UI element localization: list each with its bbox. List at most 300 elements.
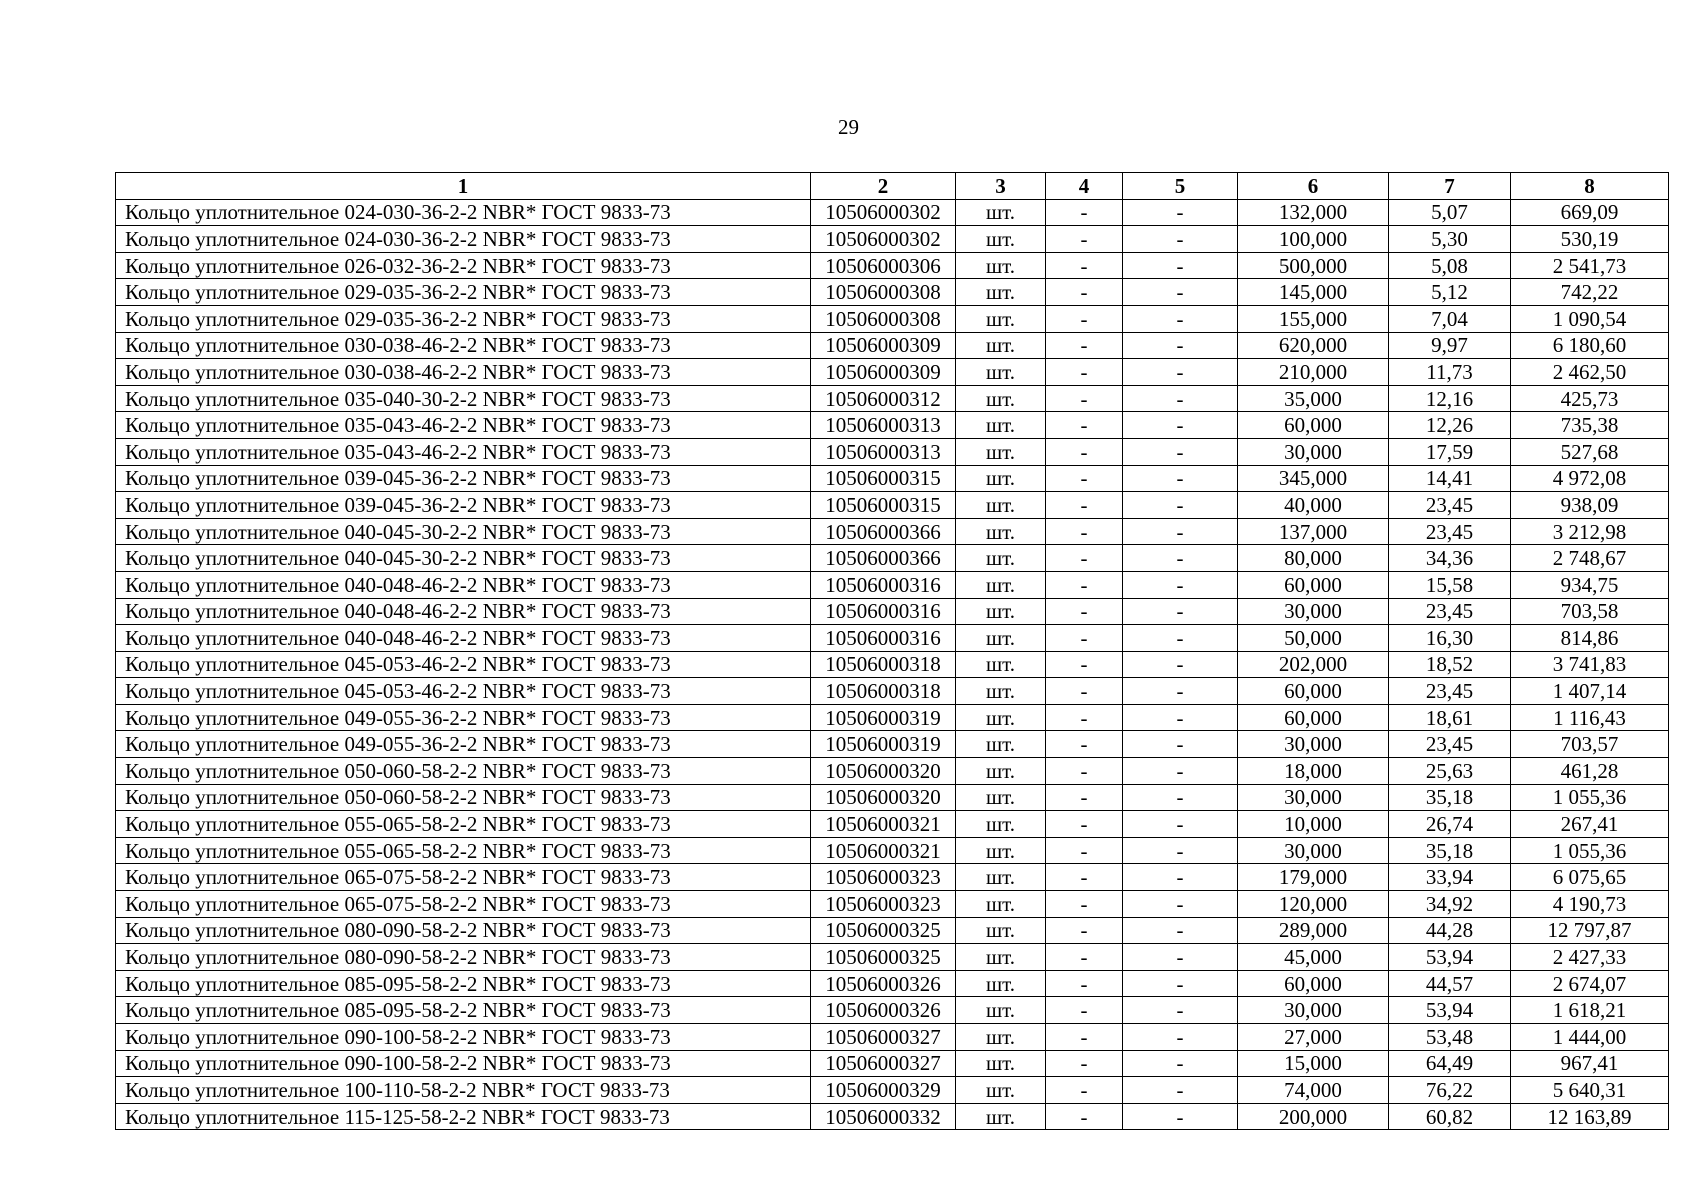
table-row [116,970,1669,997]
quantity-cell: 30,000 [1238,784,1389,811]
table-row [116,359,1669,386]
amount-cell: 527,68 [1511,438,1669,465]
quantity-cell: 60,000 [1238,970,1389,997]
item-code-cell: 10506000320 [811,758,956,785]
col5-cell: - [1123,944,1238,971]
price-cell: 16,30 [1389,625,1511,652]
price-cell: 12,16 [1389,385,1511,412]
quantity-cell: 74,000 [1238,1077,1389,1104]
col4-cell: - [1046,1050,1123,1077]
col4-cell: - [1046,492,1123,519]
price-cell: 23,45 [1389,518,1511,545]
unit-cell: шт. [956,997,1046,1024]
item-name-cell: Кольцо уплотнительное 050-060-58-2-2 NBR* ГОСТ 9833-73 [116,758,811,785]
unit-cell: шт. [956,651,1046,678]
column-header: 4 [1046,173,1123,200]
item-code-cell: 10506000306 [811,252,956,279]
amount-cell: 1 618,21 [1511,997,1669,1024]
price-cell: 64,49 [1389,1050,1511,1077]
amount-cell: 1 444,00 [1511,1024,1669,1051]
amount-cell: 4 972,08 [1511,465,1669,492]
quantity-cell: 289,000 [1238,917,1389,944]
col5-cell: - [1123,837,1238,864]
col5-cell: - [1123,332,1238,359]
item-code-cell: 10506000312 [811,385,956,412]
col5-cell: - [1123,571,1238,598]
col5-cell: - [1123,811,1238,838]
item-code-cell: 10506000323 [811,864,956,891]
table-row [116,545,1669,572]
item-name-cell: Кольцо уплотнительное 050-060-58-2-2 NBR* ГОСТ 9833-73 [116,784,811,811]
col4-cell: - [1046,518,1123,545]
quantity-cell: 27,000 [1238,1024,1389,1051]
quantity-cell: 60,000 [1238,704,1389,731]
item-code-cell: 10506000321 [811,811,956,838]
quantity-cell: 145,000 [1238,279,1389,306]
price-cell: 23,45 [1389,492,1511,519]
quantity-cell: 200,000 [1238,1103,1389,1130]
item-name-cell: Кольцо уплотнительное 024-030-36-2-2 NBR* ГОСТ 9833-73 [116,199,811,226]
table-row [116,625,1669,652]
spec-table [115,172,1669,1130]
item-name-cell: Кольцо уплотнительное 035-043-46-2-2 NBR* ГОСТ 9833-73 [116,412,811,439]
item-name-cell: Кольцо уплотнительное 045-053-46-2-2 NBR* ГОСТ 9833-73 [116,678,811,705]
item-code-cell: 10506000319 [811,704,956,731]
item-name-cell: Кольцо уплотнительное 065-075-58-2-2 NBR* ГОСТ 9833-73 [116,891,811,918]
item-name-cell: Кольцо уплотнительное 026-032-36-2-2 NBR* ГОСТ 9833-73 [116,252,811,279]
unit-cell: шт. [956,545,1046,572]
item-name-cell: Кольцо уплотнительное 035-040-30-2-2 NBR* ГОСТ 9833-73 [116,385,811,412]
price-cell: 12,26 [1389,412,1511,439]
item-code-cell: 10506000315 [811,492,956,519]
quantity-cell: 345,000 [1238,465,1389,492]
amount-cell: 12 163,89 [1511,1103,1669,1130]
price-cell: 34,92 [1389,891,1511,918]
quantity-cell: 15,000 [1238,1050,1389,1077]
col4-cell: - [1046,970,1123,997]
col4-cell: - [1046,731,1123,758]
col4-cell: - [1046,438,1123,465]
table-row [116,412,1669,439]
price-cell: 18,52 [1389,651,1511,678]
amount-cell: 1 055,36 [1511,784,1669,811]
page-number: 29 [838,115,859,139]
quantity-cell: 210,000 [1238,359,1389,386]
table-row [116,837,1669,864]
item-name-cell: Кольцо уплотнительное 085-095-58-2-2 NBR* ГОСТ 9833-73 [116,970,811,997]
unit-cell: шт. [956,758,1046,785]
amount-cell: 2 427,33 [1511,944,1669,971]
quantity-cell: 620,000 [1238,332,1389,359]
amount-cell: 967,41 [1511,1050,1669,1077]
item-code-cell: 10506000323 [811,891,956,918]
col5-cell: - [1123,199,1238,226]
col4-cell: - [1046,864,1123,891]
item-code-cell: 10506000326 [811,997,956,1024]
col5-cell: - [1123,625,1238,652]
price-cell: 44,28 [1389,917,1511,944]
unit-cell: шт. [956,252,1046,279]
quantity-cell: 155,000 [1238,305,1389,332]
amount-cell: 1 055,36 [1511,837,1669,864]
col5-cell: - [1123,545,1238,572]
amount-cell: 2 674,07 [1511,970,1669,997]
item-code-cell: 10506000315 [811,465,956,492]
col5-cell: - [1123,359,1238,386]
table-row [116,944,1669,971]
item-code-cell: 10506000366 [811,518,956,545]
item-name-cell: Кольцо уплотнительное 030-038-46-2-2 NBR* ГОСТ 9833-73 [116,359,811,386]
column-header: 2 [811,173,956,200]
table-row [116,891,1669,918]
price-cell: 14,41 [1389,465,1511,492]
col4-cell: - [1046,1103,1123,1130]
unit-cell: шт. [956,704,1046,731]
quantity-cell: 10,000 [1238,811,1389,838]
item-code-cell: 10506000309 [811,359,956,386]
item-name-cell: Кольцо уплотнительное 090-100-58-2-2 NBR* ГОСТ 9833-73 [116,1024,811,1051]
col4-cell: - [1046,226,1123,253]
col5-cell: - [1123,438,1238,465]
col5-cell: - [1123,704,1238,731]
col5-cell: - [1123,784,1238,811]
item-name-cell: Кольцо уплотнительное 035-043-46-2-2 NBR* ГОСТ 9833-73 [116,438,811,465]
price-cell: 5,30 [1389,226,1511,253]
quantity-cell: 60,000 [1238,571,1389,598]
col5-cell: - [1123,412,1238,439]
item-code-cell: 10506000332 [811,1103,956,1130]
price-cell: 18,61 [1389,704,1511,731]
table-row [116,226,1669,253]
table-row [116,811,1669,838]
item-code-cell: 10506000326 [811,970,956,997]
item-code-cell: 10506000325 [811,944,956,971]
amount-cell: 1 116,43 [1511,704,1669,731]
table-row [116,279,1669,306]
quantity-cell: 120,000 [1238,891,1389,918]
quantity-cell: 60,000 [1238,412,1389,439]
unit-cell: шт. [956,944,1046,971]
col4-cell: - [1046,252,1123,279]
col4-cell: - [1046,625,1123,652]
item-code-cell: 10506000308 [811,305,956,332]
item-name-cell: Кольцо уплотнительное 029-035-36-2-2 NBR* ГОСТ 9833-73 [116,279,811,306]
column-header: 5 [1123,173,1238,200]
quantity-cell: 18,000 [1238,758,1389,785]
item-name-cell: Кольцо уплотнительное 080-090-58-2-2 NBR* ГОСТ 9833-73 [116,944,811,971]
amount-cell: 669,09 [1511,199,1669,226]
unit-cell: шт. [956,917,1046,944]
unit-cell: шт. [956,864,1046,891]
item-code-cell: 10506000302 [811,199,956,226]
col5-cell: - [1123,1024,1238,1051]
price-cell: 11,73 [1389,359,1511,386]
unit-cell: шт. [956,1050,1046,1077]
table-row [116,1077,1669,1104]
price-cell: 7,04 [1389,305,1511,332]
item-code-cell: 10506000308 [811,279,956,306]
col5-cell: - [1123,651,1238,678]
price-cell: 15,58 [1389,571,1511,598]
price-cell: 23,45 [1389,598,1511,625]
col4-cell: - [1046,279,1123,306]
table-row [116,438,1669,465]
amount-cell: 425,73 [1511,385,1669,412]
item-code-cell: 10506000329 [811,1077,956,1104]
price-cell: 53,94 [1389,997,1511,1024]
price-cell: 53,94 [1389,944,1511,971]
unit-cell: шт. [956,970,1046,997]
col5-cell: - [1123,492,1238,519]
unit-cell: шт. [956,465,1046,492]
item-code-cell: 10506000313 [811,412,956,439]
price-cell: 35,18 [1389,837,1511,864]
table-row [116,731,1669,758]
table-row [116,465,1669,492]
table-body [116,199,1669,1130]
unit-cell: шт. [956,784,1046,811]
item-code-cell: 10506000309 [811,332,956,359]
item-name-cell: Кольцо уплотнительное 049-055-36-2-2 NBR* ГОСТ 9833-73 [116,731,811,758]
item-name-cell: Кольцо уплотнительное 090-100-58-2-2 NBR* ГОСТ 9833-73 [116,1050,811,1077]
item-code-cell: 10506000320 [811,784,956,811]
item-name-cell: Кольцо уплотнительное 040-048-46-2-2 NBR* ГОСТ 9833-73 [116,625,811,652]
unit-cell: шт. [956,385,1046,412]
col5-cell: - [1123,279,1238,306]
table-row [116,518,1669,545]
amount-cell: 461,28 [1511,758,1669,785]
price-cell: 5,08 [1389,252,1511,279]
col4-cell: - [1046,1024,1123,1051]
col4-cell: - [1046,891,1123,918]
col4-cell: - [1046,305,1123,332]
price-cell: 25,63 [1389,758,1511,785]
amount-cell: 530,19 [1511,226,1669,253]
quantity-cell: 45,000 [1238,944,1389,971]
quantity-cell: 80,000 [1238,545,1389,572]
unit-cell: шт. [956,332,1046,359]
price-cell: 35,18 [1389,784,1511,811]
item-name-cell: Кольцо уплотнительное 065-075-58-2-2 NBR* ГОСТ 9833-73 [116,864,811,891]
amount-cell: 938,09 [1511,492,1669,519]
quantity-cell: 30,000 [1238,731,1389,758]
item-code-cell: 10506000327 [811,1024,956,1051]
unit-cell: шт. [956,1103,1046,1130]
amount-cell: 735,38 [1511,412,1669,439]
item-name-cell: Кольцо уплотнительное 045-053-46-2-2 NBR* ГОСТ 9833-73 [116,651,811,678]
table-row [116,1050,1669,1077]
quantity-cell: 500,000 [1238,252,1389,279]
item-name-cell: Кольцо уплотнительное 024-030-36-2-2 NBR* ГОСТ 9833-73 [116,226,811,253]
table-row [116,598,1669,625]
unit-cell: шт. [956,837,1046,864]
col5-cell: - [1123,1103,1238,1130]
col5-cell: - [1123,678,1238,705]
table-row [116,678,1669,705]
col5-cell: - [1123,917,1238,944]
price-cell: 26,74 [1389,811,1511,838]
quantity-cell: 132,000 [1238,199,1389,226]
column-header: 7 [1389,173,1511,200]
quantity-cell: 30,000 [1238,997,1389,1024]
col5-cell: - [1123,970,1238,997]
price-cell: 44,57 [1389,970,1511,997]
col4-cell: - [1046,1077,1123,1104]
col4-cell: - [1046,997,1123,1024]
unit-cell: шт. [956,305,1046,332]
table-row [116,917,1669,944]
unit-cell: шт. [956,1024,1046,1051]
price-cell: 5,07 [1389,199,1511,226]
price-cell: 23,45 [1389,678,1511,705]
item-code-cell: 10506000325 [811,917,956,944]
col4-cell: - [1046,598,1123,625]
col5-cell: - [1123,252,1238,279]
amount-cell: 3 741,83 [1511,651,1669,678]
table-row [116,492,1669,519]
amount-cell: 4 190,73 [1511,891,1669,918]
unit-cell: шт. [956,598,1046,625]
amount-cell: 3 212,98 [1511,518,1669,545]
quantity-cell: 50,000 [1238,625,1389,652]
amount-cell: 2 748,67 [1511,545,1669,572]
price-cell: 23,45 [1389,731,1511,758]
unit-cell: шт. [956,226,1046,253]
unit-cell: шт. [956,571,1046,598]
item-code-cell: 10506000327 [811,1050,956,1077]
col5-cell: - [1123,891,1238,918]
table-row [116,864,1669,891]
table-row [116,252,1669,279]
table-row [116,305,1669,332]
col4-cell: - [1046,837,1123,864]
item-code-cell: 10506000366 [811,545,956,572]
table-row [116,758,1669,785]
item-name-cell: Кольцо уплотнительное 115-125-58-2-2 NBR* ГОСТ 9833-73 [116,1103,811,1130]
table-row [116,1103,1669,1130]
amount-cell: 6 075,65 [1511,864,1669,891]
col5-cell: - [1123,598,1238,625]
col4-cell: - [1046,332,1123,359]
amount-cell: 703,58 [1511,598,1669,625]
col5-cell: - [1123,1050,1238,1077]
col4-cell: - [1046,359,1123,386]
amount-cell: 1 407,14 [1511,678,1669,705]
table-header-row [116,173,1669,200]
item-code-cell: 10506000318 [811,678,956,705]
item-code-cell: 10506000316 [811,625,956,652]
quantity-cell: 30,000 [1238,438,1389,465]
amount-cell: 934,75 [1511,571,1669,598]
table-row [116,704,1669,731]
unit-cell: шт. [956,518,1046,545]
unit-cell: шт. [956,279,1046,306]
quantity-cell: 202,000 [1238,651,1389,678]
amount-cell: 6 180,60 [1511,332,1669,359]
unit-cell: шт. [956,678,1046,705]
item-code-cell: 10506000316 [811,598,956,625]
amount-cell: 742,22 [1511,279,1669,306]
price-cell: 34,36 [1389,545,1511,572]
item-code-cell: 10506000316 [811,571,956,598]
col4-cell: - [1046,412,1123,439]
item-name-cell: Кольцо уплотнительное 040-045-30-2-2 NBR* ГОСТ 9833-73 [116,545,811,572]
unit-cell: шт. [956,891,1046,918]
table-row [116,1024,1669,1051]
amount-cell: 703,57 [1511,731,1669,758]
column-header: 8 [1511,173,1669,200]
unit-cell: шт. [956,625,1046,652]
item-name-cell: Кольцо уплотнительное 100-110-58-2-2 NBR* ГОСТ 9833-73 [116,1077,811,1104]
col4-cell: - [1046,571,1123,598]
unit-cell: шт. [956,359,1046,386]
item-code-cell: 10506000302 [811,226,956,253]
table-row [116,784,1669,811]
col5-cell: - [1123,758,1238,785]
col4-cell: - [1046,784,1123,811]
amount-cell: 2 462,50 [1511,359,1669,386]
quantity-cell: 100,000 [1238,226,1389,253]
unit-cell: шт. [956,811,1046,838]
item-name-cell: Кольцо уплотнительное 030-038-46-2-2 NBR* ГОСТ 9833-73 [116,332,811,359]
col5-cell: - [1123,518,1238,545]
item-code-cell: 10506000321 [811,837,956,864]
col4-cell: - [1046,811,1123,838]
item-name-cell: Кольцо уплотнительное 080-090-58-2-2 NBR* ГОСТ 9833-73 [116,917,811,944]
quantity-cell: 137,000 [1238,518,1389,545]
col5-cell: - [1123,997,1238,1024]
table-row [116,571,1669,598]
amount-cell: 5 640,31 [1511,1077,1669,1104]
item-name-cell: Кольцо уплотнительное 040-048-46-2-2 NBR* ГОСТ 9833-73 [116,571,811,598]
quantity-cell: 35,000 [1238,385,1389,412]
table-row [116,332,1669,359]
item-code-cell: 10506000318 [811,651,956,678]
unit-cell: шт. [956,492,1046,519]
item-name-cell: Кольцо уплотнительное 039-045-36-2-2 NBR* ГОСТ 9833-73 [116,492,811,519]
unit-cell: шт. [956,438,1046,465]
col5-cell: - [1123,465,1238,492]
amount-cell: 267,41 [1511,811,1669,838]
unit-cell: шт. [956,199,1046,226]
quantity-cell: 179,000 [1238,864,1389,891]
item-name-cell: Кольцо уплотнительное 055-065-58-2-2 NBR* ГОСТ 9833-73 [116,837,811,864]
table-row [116,997,1669,1024]
col4-cell: - [1046,758,1123,785]
col4-cell: - [1046,199,1123,226]
item-name-cell: Кольцо уплотнительное 040-045-30-2-2 NBR* ГОСТ 9833-73 [116,518,811,545]
col4-cell: - [1046,465,1123,492]
col4-cell: - [1046,944,1123,971]
item-name-cell: Кольцо уплотнительное 055-065-58-2-2 NBR* ГОСТ 9833-73 [116,811,811,838]
col5-cell: - [1123,305,1238,332]
col5-cell: - [1123,864,1238,891]
col4-cell: - [1046,545,1123,572]
table-row [116,651,1669,678]
item-name-cell: Кольцо уплотнительное 039-045-36-2-2 NBR* ГОСТ 9833-73 [116,465,811,492]
unit-cell: шт. [956,412,1046,439]
quantity-cell: 60,000 [1238,678,1389,705]
price-cell: 33,94 [1389,864,1511,891]
item-code-cell: 10506000319 [811,731,956,758]
table-row [116,385,1669,412]
column-header: 6 [1238,173,1389,200]
item-name-cell: Кольцо уплотнительное 040-048-46-2-2 NBR* ГОСТ 9833-73 [116,598,811,625]
price-cell: 5,12 [1389,279,1511,306]
item-code-cell: 10506000313 [811,438,956,465]
col5-cell: - [1123,731,1238,758]
price-cell: 53,48 [1389,1024,1511,1051]
